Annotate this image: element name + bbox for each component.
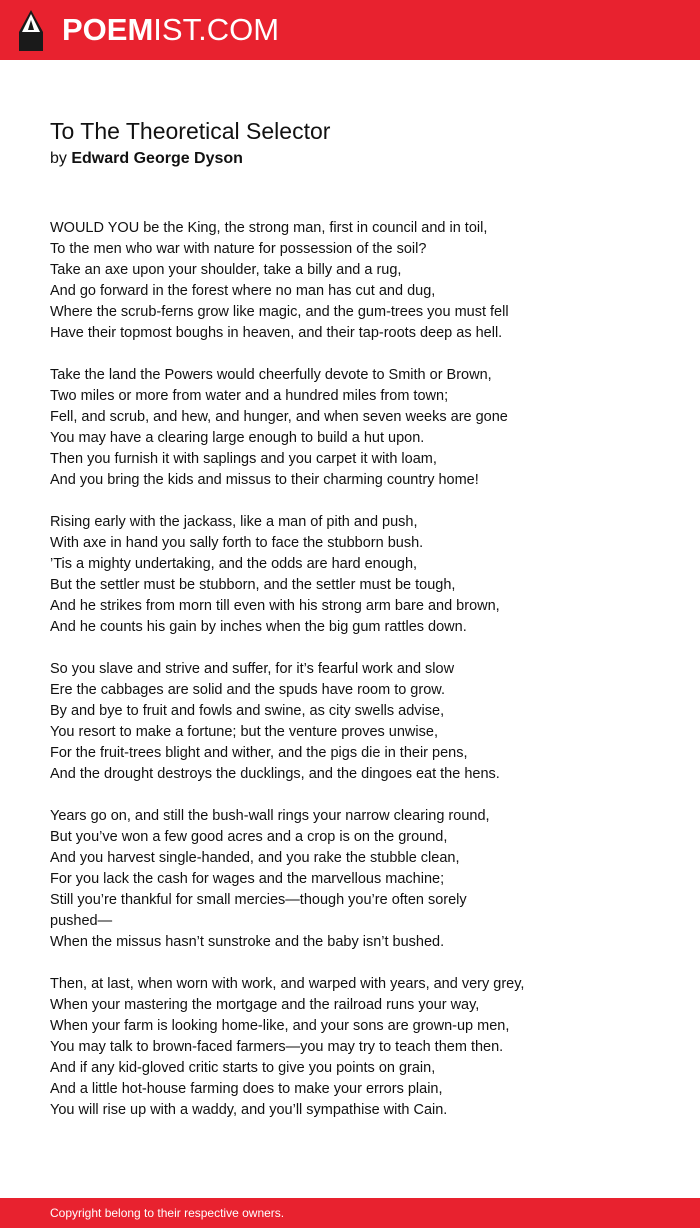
byline-prefix: by	[50, 150, 67, 167]
byline	[50, 148, 243, 170]
site-logo[interactable]	[62, 13, 279, 47]
poem-line: Still you’re thankful for small mercies—though you’re often sorely	[50, 892, 467, 908]
poem-line: For the fruit-trees blight and wither, and the pigs die in their pens,	[50, 745, 468, 761]
poem-line: pushed—	[50, 913, 113, 929]
poem-line: And he counts his gain by inches when the big gum rattles down.	[50, 619, 467, 635]
poem-line: For you lack the cash for wages and the marvellous machine;	[50, 871, 445, 887]
poem-line: Rising early with the jackass, like a man of pith and push,	[50, 514, 418, 530]
stanza	[50, 806, 650, 953]
poem-line: But you’ve won a few good acres and a crop is on the ground,	[50, 829, 448, 845]
stanza	[50, 974, 650, 1121]
poem-line: Take the land the Powers would cheerfully devote to Smith or Brown,	[50, 367, 492, 383]
poem-line: But the settler must be stubborn, and the settler must be tough,	[50, 577, 456, 593]
poem-line: And you harvest single-handed, and you rake the stubble clean,	[50, 850, 460, 866]
copyright-notice: Copyright belong to their respective owners.	[50, 1206, 285, 1220]
poem-body	[50, 218, 650, 1142]
logo-text-light: IST.COM	[153, 12, 280, 47]
poem-line: And a little hot-house farming does to make your errors plain,	[50, 1081, 443, 1097]
poem-line: When your farm is looking home-like, and your sons are grown-up men,	[50, 1018, 510, 1034]
author-name: Edward George Dyson	[71, 150, 243, 167]
logo-text-bold: POEM	[62, 12, 154, 47]
poem-line: And the drought destroys the ducklings, and the dingoes eat the hens.	[50, 766, 500, 782]
poem-line: And if any kid-gloved critic starts to give you points on grain,	[50, 1060, 436, 1076]
poem-line: Then, at last, when worn with work, and warped with years, and very grey,	[50, 976, 525, 992]
stanza	[50, 659, 650, 785]
poem-line: You will rise up with a waddy, and you’ll sympathise with Cain.	[50, 1102, 448, 1118]
poem-line: And you bring the kids and missus to their charming country home!	[50, 472, 479, 488]
poem-line: To the men who war with nature for possession of the soil?	[50, 241, 427, 257]
poem-line: You may talk to brown-faced farmers—you may try to teach them then.	[50, 1039, 504, 1055]
poem-line: Fell, and scrub, and hew, and hunger, and when seven weeks are gone	[50, 409, 508, 425]
poem-line: And he strikes from morn till even with his strong arm bare and brown,	[50, 598, 500, 614]
poem-line: Take an axe upon your shoulder, take a billy and a rug,	[50, 262, 402, 278]
poem-line: Then you furnish it with saplings and you carpet it with loam,	[50, 451, 437, 467]
site-footer	[0, 1198, 700, 1228]
poem-line: You resort to make a fortune; but the venture proves unwise,	[50, 724, 438, 740]
stanza	[50, 218, 650, 344]
poem-line: ’Tis a mighty undertaking, and the odds are hard enough,	[50, 556, 418, 572]
poem-line: Years go on, and still the bush-wall rings your narrow clearing round,	[50, 808, 490, 824]
poem-line: WOULD YOU be the King, the strong man, first in council and in toil,	[50, 220, 488, 236]
poem-title: To The Theoretical Selector	[50, 118, 331, 144]
poem-line: By and bye to fruit and fowls and swine, as city swells advise,	[50, 703, 445, 719]
stanza	[50, 365, 650, 491]
site-header	[0, 0, 700, 60]
poem-line: With axe in hand you sally forth to face the stubborn bush.	[50, 535, 424, 551]
pen-nib-icon[interactable]	[19, 10, 43, 51]
poem-line: Ere the cabbages are solid and the spuds have room to grow.	[50, 682, 445, 698]
poem-line: You may have a clearing large enough to build a hut upon.	[50, 430, 425, 446]
poem-line: When your mastering the mortgage and the railroad runs your way,	[50, 997, 480, 1013]
poem-line: Have their topmost boughs in heaven, and their tap-roots deep as hell.	[50, 325, 503, 341]
poem-line: When the missus hasn’t sunstroke and the baby isn’t bushed.	[50, 934, 445, 950]
poem-line: Two miles or more from water and a hundred miles from town;	[50, 388, 449, 404]
poem-line: Where the scrub-ferns grow like magic, and the gum-trees you must fell	[50, 304, 509, 320]
stanza	[50, 512, 650, 638]
poem-line: So you slave and strive and suffer, for it’s fearful work and slow	[50, 661, 455, 677]
poem-line: And go forward in the forest where no man has cut and dug,	[50, 283, 436, 299]
